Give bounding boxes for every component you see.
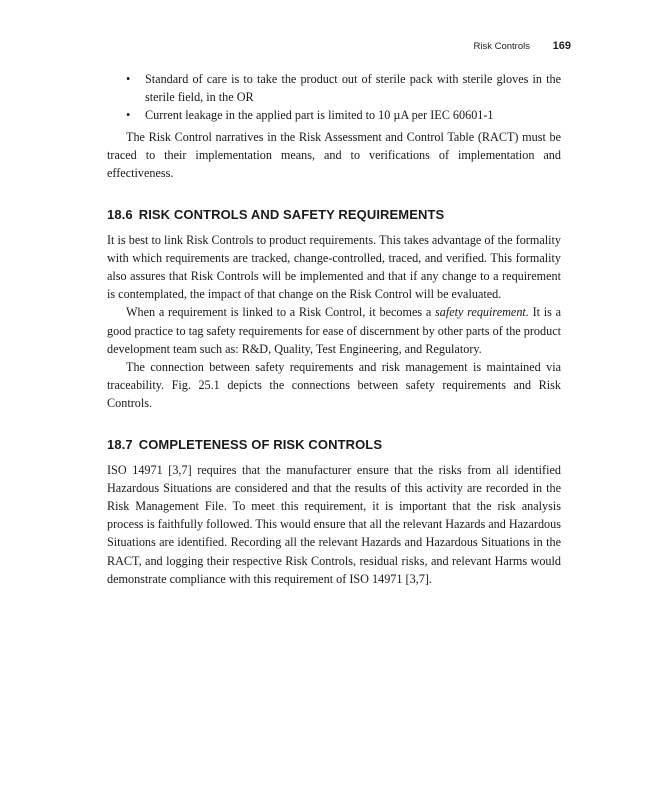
bullet-text: Current leakage in the applied part is limited to 10 µA per IEC 60601-1 (145, 108, 494, 122)
paragraph: It is best to link Risk Controls to product requirements. This takes advantage of the formality with which requirements are tracked, change-controlled, traced, and verified. This formality also assures that Risk Controls will be implemented and that if any change to a requirement is contemplated, the impact of that change on the Risk Control will be evaluated. (107, 232, 561, 302)
intro-paragraph: The Risk Control narratives in the Risk Assessment and Control Table (RACT) must be traced to their implementation means, and to verifications of implementation and effectiveness. (107, 130, 561, 181)
page-body (107, 70, 561, 588)
bullet-list (107, 70, 561, 124)
paragraph (107, 303, 561, 358)
bullet-text: Standard of care is to take the product out of sterile pack with sterile gloves in the sterile field, in the OR (145, 72, 561, 104)
section-title: COMPLETENESS OF RISK CONTROLS (138, 436, 383, 452)
paragraph: ISO 14971 [3,7] requires that the manufacturer ensure that the risks from all identified Hazardous Situations are considered and that the results of this activity are recorded in the Risk Management File. To meet this requirement, it is important that the risk analysis process is faithfully followed. This would ensure that all the relevant Hazards and Hazardous Situations are identified. Recording all the relevant Hazards and Hazardous Situations in the RACT, and logging their respective Risk Controls, residual risks, and relevant Harms would demonstrate compliance with this requirement of ISO 14971 [3,7]. (107, 462, 561, 586)
bullet-icon: • (126, 108, 131, 122)
paragraph-text: When a requirement is linked to a Risk Control, it becomes a (126, 305, 435, 320)
paragraph: The connection between safety requirements and risk management is maintained via traceability. Fig. 25.1 depicts the connections between safety requirements and Risk Controls. (107, 360, 561, 411)
section-number: 18.6 (107, 206, 133, 222)
list-item (107, 106, 561, 124)
section-heading-18-6 (107, 207, 561, 223)
list-item (107, 70, 561, 106)
page-number: 169 (552, 40, 571, 52)
page-header (0, 40, 571, 52)
section-title: RISK CONTROLS AND SAFETY REQUIREMENTS (138, 206, 445, 222)
bullet-icon: • (126, 72, 131, 86)
paragraph-text: It is a good practice to tag safety requirements for ease of discernment by other parts of the product development team such as: R&D, Quality, Test Engineering, and Regulatory. (107, 305, 561, 356)
section-heading-18-7 (107, 437, 561, 453)
section-number: 18.7 (107, 436, 133, 452)
running-title: Risk Controls (473, 41, 530, 52)
emphasis-term: safety requirement. (434, 305, 529, 320)
